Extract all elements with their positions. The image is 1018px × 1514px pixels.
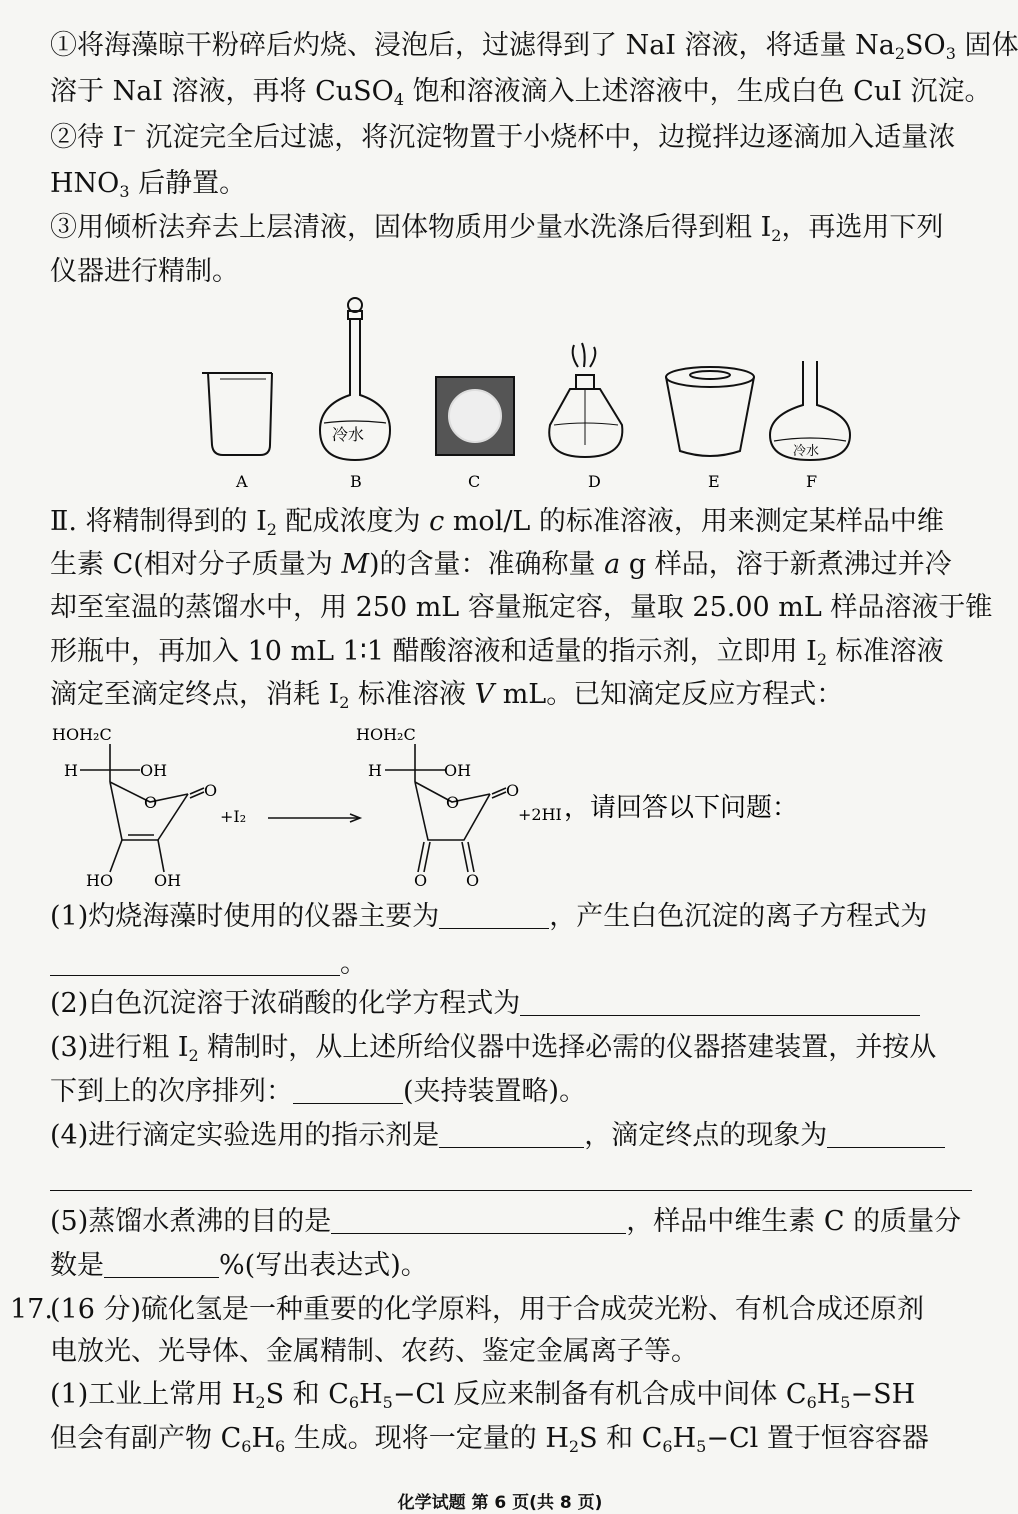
subscript: 2 xyxy=(771,226,782,245)
answer-blank[interactable] xyxy=(439,1121,584,1148)
reaction-equation xyxy=(40,722,940,892)
text: 却至室温的蒸馏水中，用 250 mL 容量瓶定容，量取 25.00 mL 样品溶液于锥 xyxy=(50,592,993,623)
q17-line3 xyxy=(50,1373,995,1417)
text: 标准溶液 xyxy=(827,636,944,667)
subscript: 2 xyxy=(339,693,350,712)
var-v: V xyxy=(474,679,495,710)
q5-line2 xyxy=(50,1244,995,1288)
text: S 和 C xyxy=(265,1379,349,1410)
part2-line3 xyxy=(50,586,995,630)
answer-blank[interactable] xyxy=(293,1077,403,1104)
q2-line xyxy=(50,982,995,1026)
var-m: M xyxy=(341,549,370,580)
crucible-icon xyxy=(666,367,754,456)
q3-line1 xyxy=(50,1026,995,1070)
text: g 样品，溶于新煮沸过并冷 xyxy=(620,549,952,580)
text: 但会有副产物 C xyxy=(50,1423,242,1454)
chem-label: OH xyxy=(154,871,182,890)
step1-line2 xyxy=(50,70,995,114)
step1-line1 xyxy=(50,24,1018,68)
label-c: C xyxy=(468,472,481,491)
q1-line1 xyxy=(50,895,995,939)
subscript: 2 xyxy=(816,650,828,669)
text: (3)进行粗 I xyxy=(50,1032,189,1063)
subscript: 2 xyxy=(188,1046,199,1065)
subscript: 2 xyxy=(266,520,277,539)
text: (5)蒸馏水煮沸的目的是 xyxy=(50,1206,332,1237)
text: 仪器进行精制。 xyxy=(50,256,239,287)
text: ②待 I xyxy=(50,122,124,153)
text: 沉淀完全后过滤，将沉淀物置于小烧杯中，边搅拌边逐滴加入适量浓 xyxy=(136,122,956,153)
text: 精制时，从上述所给仪器中选择必需的仪器搭建装置，并按从 xyxy=(198,1032,937,1063)
answer-blank[interactable] xyxy=(104,1251,219,1278)
text: −Cl 置于恒容容器 xyxy=(706,1423,929,1454)
answer-blank[interactable] xyxy=(520,989,920,1016)
answer-blank[interactable] xyxy=(331,1207,626,1234)
chem-label: O xyxy=(414,871,428,890)
text: H xyxy=(816,1379,841,1410)
text: mL。已知滴定反应方程式： xyxy=(494,679,844,710)
part2-line5 xyxy=(50,673,995,717)
text: S 和 C xyxy=(579,1423,663,1454)
q17-line4 xyxy=(50,1417,995,1461)
subscript: 4 xyxy=(393,90,405,109)
text: SO xyxy=(905,30,946,61)
text: (1)工业上常用 H xyxy=(50,1379,256,1410)
subscript: 2 xyxy=(255,1393,266,1412)
chem-label: HOH₂C xyxy=(356,725,416,744)
chem-label: OH xyxy=(444,761,472,780)
label-f: F xyxy=(806,472,818,491)
text: 下到上的次序排列： xyxy=(50,1076,293,1107)
text: )的含量：准确称量 xyxy=(369,549,605,580)
q4-line xyxy=(50,1114,995,1158)
step3-line1 xyxy=(50,206,995,250)
answer-blank[interactable] xyxy=(827,1121,945,1148)
text: H xyxy=(251,1423,275,1454)
chem-label: O xyxy=(446,793,460,812)
chem-label: +2HI xyxy=(518,805,562,824)
text: ，产生白色沉淀的离子方程式为 xyxy=(549,901,928,932)
text: 溶于 NaI 溶液，再将 CuSO xyxy=(50,76,394,107)
cold-water-label-f: 冷水 xyxy=(793,444,820,459)
part2-line1 xyxy=(50,500,995,544)
question-number: 17. xyxy=(10,1294,53,1325)
text: −Cl 反应来制备有机合成中间体 C xyxy=(392,1379,807,1410)
subscript: 6 xyxy=(662,1437,673,1456)
text: (2)白色沉淀溶于浓硝酸的化学方程式为 xyxy=(50,988,521,1019)
chem-label: H xyxy=(64,761,78,780)
text: ，再选用下列 xyxy=(781,212,944,243)
q17-line2 xyxy=(50,1330,995,1374)
step2-line1 xyxy=(50,116,995,160)
var-a: a xyxy=(604,549,621,580)
text: 固体 xyxy=(955,30,1018,61)
text: H xyxy=(672,1423,697,1454)
text: 数是 xyxy=(50,1250,104,1281)
text: 形瓶中，再加入 10 mL 1∶1 醋酸溶液和适量的指示剂，立即用 I xyxy=(50,636,817,667)
subscript: 6 xyxy=(806,1393,817,1412)
subscript: 2 xyxy=(568,1437,580,1456)
q5-line1 xyxy=(50,1200,995,1244)
subscript: 6 xyxy=(348,1393,360,1412)
subscript: 3 xyxy=(945,44,956,63)
answer-blank[interactable] xyxy=(50,949,340,976)
part2-line4 xyxy=(50,630,995,674)
text: 配成浓度为 xyxy=(276,506,430,537)
text: ，样品中维生素 C 的质量分 xyxy=(626,1206,962,1237)
chem-label: HOH₂C xyxy=(52,725,112,744)
q17-line1 xyxy=(50,1288,995,1332)
answer-line[interactable] xyxy=(50,1190,972,1191)
subscript: 5 xyxy=(382,1393,393,1412)
cold-water-label-b: 冷水 xyxy=(332,425,365,444)
text: (4)进行滴定实验选用的指示剂是 xyxy=(50,1120,440,1151)
text: 滴定至滴定终点，消耗 I xyxy=(50,679,340,710)
text: mol/L 的标准溶液，用来测定某样品中维 xyxy=(444,506,944,537)
subscript: 3 xyxy=(119,182,130,201)
chem-label: O xyxy=(144,793,158,812)
subscript: 5 xyxy=(840,1393,851,1412)
chem-label: O xyxy=(204,781,218,800)
text: −SH xyxy=(850,1379,916,1410)
label-a: A xyxy=(236,472,248,491)
subscript: 6 xyxy=(241,1437,252,1456)
text: Ⅱ. 将精制得到的 I xyxy=(50,506,267,537)
subscript: 5 xyxy=(696,1437,707,1456)
text: 电放光、光导体、金属精制、农药、鉴定金属离子等。 xyxy=(50,1336,698,1367)
chem-label: OH xyxy=(140,761,168,780)
text: (夹持装置略)。 xyxy=(403,1076,587,1107)
text: 。 xyxy=(340,948,367,979)
text: (1)灼烧海藻时使用的仪器主要为 xyxy=(50,901,440,932)
dish-icon xyxy=(436,377,514,455)
apparatus-figure xyxy=(190,295,860,495)
chem-label: O xyxy=(506,781,520,800)
alcohol-lamp-icon xyxy=(549,343,622,457)
subscript: 2 xyxy=(894,44,906,63)
text: (16 分)硫化氢是一种重要的化学原料，用于合成荧光粉、有机合成还原剂 xyxy=(50,1294,925,1325)
answer-blank[interactable] xyxy=(439,902,549,929)
superscript: − xyxy=(123,121,137,140)
label-b: B xyxy=(350,472,362,491)
text: 后静置。 xyxy=(129,168,247,199)
text: %(写出表达式)。 xyxy=(219,1250,428,1281)
text: ③用倾析法弃去上层清液，固体物质用少量水洗涤后得到粗 I xyxy=(50,212,772,243)
text: 生成。现将一定量的 H xyxy=(285,1423,569,1454)
text: ①将海藻晾干粉碎后灼烧、浸泡后，过滤得到了 NaI 溶液，将适量 Na xyxy=(50,30,895,61)
subscript: 6 xyxy=(274,1437,286,1456)
part2-line2 xyxy=(50,543,995,587)
chem-label: H xyxy=(368,761,382,780)
beaker-icon xyxy=(202,373,272,455)
text: 标准溶液 xyxy=(349,679,475,710)
chem-label: O xyxy=(466,871,480,890)
text: 生素 C(相对分子质量为 xyxy=(50,549,342,580)
text: HNO xyxy=(50,168,120,199)
step2-line2 xyxy=(50,162,995,206)
step3-line2 xyxy=(50,250,995,294)
text: ，滴定终点的现象为 xyxy=(584,1120,828,1151)
label-d: D xyxy=(588,472,601,491)
q1-line2 xyxy=(50,942,995,986)
label-e: E xyxy=(708,472,720,491)
text: 饱和溶液滴入上述溶液中，生成白色 CuI 沉淀。 xyxy=(404,76,992,107)
var-c: c xyxy=(429,506,445,537)
text: H xyxy=(359,1379,383,1410)
chem-label: HO xyxy=(86,871,114,890)
page-footer: 化学试题 第 6 页(共 8 页) xyxy=(397,1493,603,1513)
q3-line2 xyxy=(50,1070,995,1114)
chem-label: +I₂ xyxy=(220,807,247,826)
reaction-tail: ，请回答以下问题： xyxy=(564,793,799,823)
